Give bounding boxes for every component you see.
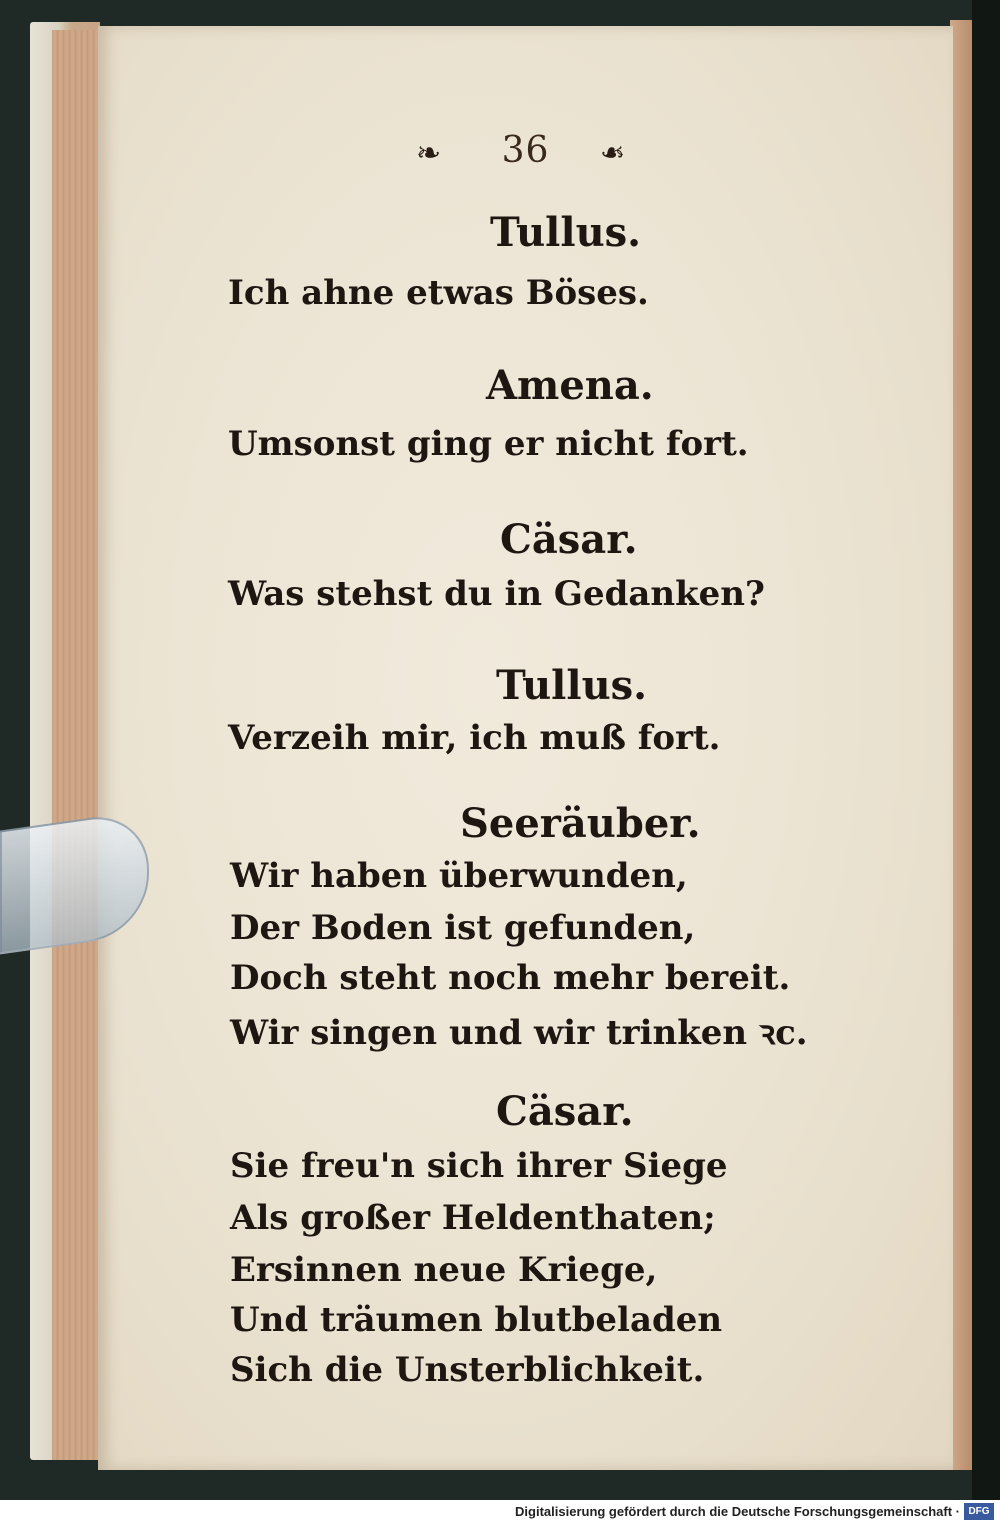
book-page: [98, 26, 953, 1470]
text-line: Umsonst ging er nicht fort.: [228, 424, 749, 464]
speaker-heading: Tullus.: [496, 662, 648, 709]
text-line: Ersinnen neue Kriege,: [230, 1250, 658, 1290]
text-line: Sich die Unsterblichkeit.: [230, 1350, 705, 1390]
text-line: Sie freu'n sich ihrer Siege: [230, 1146, 728, 1186]
ornament-right-icon: ❧: [600, 136, 626, 171]
dfg-logo: DFG: [964, 1503, 994, 1520]
ornament-left-icon: ❧: [416, 136, 442, 171]
text-line: Als großer Heldenthaten;: [230, 1198, 716, 1238]
speaker-heading: Cäsar.: [500, 516, 638, 563]
text-line: Verzeih mir, ich muß fort.: [228, 718, 721, 758]
speaker-heading: Tullus.: [490, 209, 642, 256]
text-line: Und träumen blutbeladen: [230, 1300, 723, 1340]
text-line: Der Boden ist gefunden,: [230, 908, 696, 948]
text-line: Ich ahne etwas Böses.: [228, 273, 649, 313]
page-number: 36: [501, 130, 550, 171]
speaker-heading: Seeräuber.: [460, 800, 701, 847]
text-line: Was stehst du in Gedanken?: [228, 574, 765, 614]
page-edges: [52, 30, 98, 1460]
text-line: Wir singen und wir trinken ꝛc.: [230, 1013, 808, 1053]
right-margin: [972, 0, 1000, 1500]
text-line: Doch steht noch mehr bereit.: [230, 958, 791, 998]
right-page-edge: [950, 20, 972, 1470]
funding-notice: Digitalisierung gefördert durch die Deutsche Forschungsgemeinschaft ·: [515, 1504, 960, 1519]
footer-bar: [0, 1500, 1000, 1524]
speaker-heading: Amena.: [486, 362, 654, 409]
speaker-heading: Cäsar.: [496, 1088, 634, 1135]
text-line: Wir haben überwunden,: [230, 856, 688, 896]
